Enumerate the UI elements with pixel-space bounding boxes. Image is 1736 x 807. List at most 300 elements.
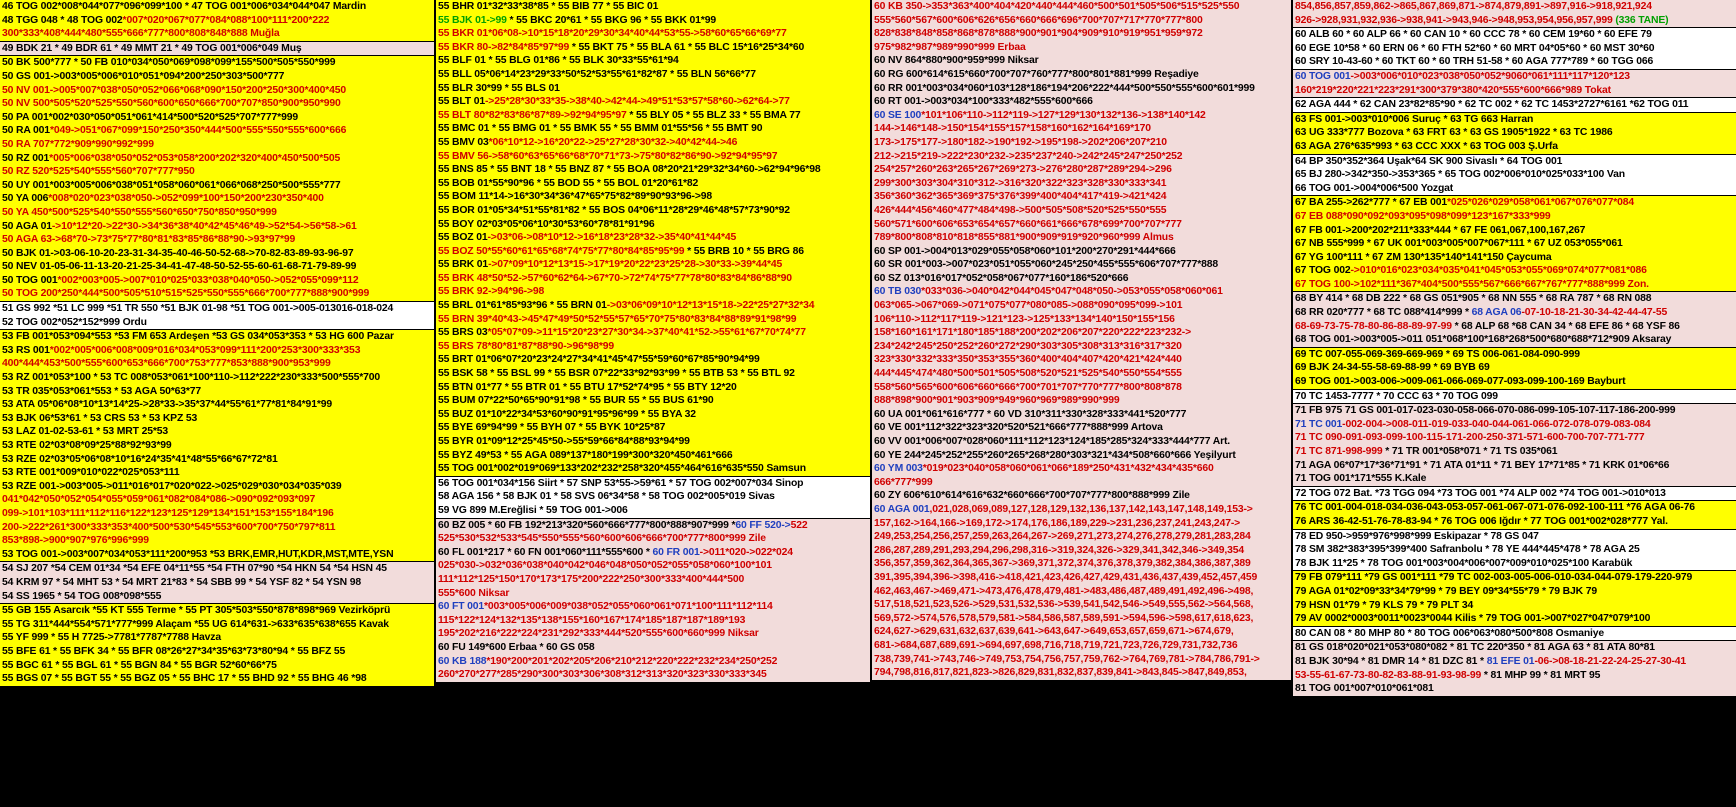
cell-line [872, 598, 1291, 612]
sheet-col-1 [0, 0, 436, 807]
text-run: 67 TOG 002 [1295, 265, 1351, 277]
cell-line [436, 367, 870, 381]
text-run: 55 BNS 85 * 55 BNT 18 * 55 BNZ 87 * 55 BOA 08*20*21*29*32*34*60->62*94*96*98 [438, 164, 821, 176]
text-run: 50 AGA 01 [2, 220, 52, 232]
cell-line [0, 466, 434, 480]
sheet-col-2 [436, 0, 872, 807]
cell-block[interactable] [1293, 113, 1736, 155]
cell-line [872, 530, 1291, 544]
text-run: 234*242*245*250*252*260*272*290*303*305*308*313*316*317*320 [874, 340, 1182, 352]
cell-line [0, 287, 434, 301]
text-run: 55 BJK 01->99 [438, 14, 507, 26]
text-run: 63 UG 333*777 Bozova * 63 FRT 63 * 63 GS 1905*1922 * 63 TC 1986 [1295, 127, 1613, 139]
text-run: 55 BOM 11*14->16*30*34*36*47*65*75*82*89*90*93*96->98 [438, 191, 712, 203]
cell-line [436, 477, 870, 491]
text-run: 569,572->574,576,578,579,581->584,586,587,589,591->594,596->598,617,618,623, [874, 612, 1254, 624]
text-run: 54 SJ 207 *54 CEM 01*34 *54 EFE 04*11*55 *54 FTH 07*90 *54 HKN 54 *54 HSN 45 [2, 563, 387, 575]
text-run: 50 TOG 001 [2, 274, 58, 286]
cell-line [872, 285, 1291, 299]
cell-line [872, 408, 1291, 422]
text-run: 60 TOG 001 [1295, 70, 1351, 82]
cell-block[interactable] [0, 562, 434, 604]
text-run: 78 BJK 11*25 * 78 TOG 001*003*004*006*007*009*010*025*100 Karabük [1295, 557, 1633, 569]
text-run: 71 AGA 06*07*17*36*71*91 * 71 ATA 01*11 * 71 BEY 17*71*85 * 71 KRK 01*06*66 [1295, 459, 1670, 471]
text-run: 53 RZE 001->003*005->011*016*017*020*022->025*029*030*034*035*039 [2, 480, 342, 492]
cell-line [436, 54, 870, 68]
cell-line [872, 503, 1291, 517]
text-run: 55 TOG 001*002*019*069*133*202*232*258*320*455*464*616*635*550 Samsun [438, 463, 806, 475]
text-run: 50 RZ 520*525*540*555*560*707*777*950 [2, 166, 195, 178]
cell-block[interactable] [1293, 348, 1736, 390]
cell-line [1293, 459, 1736, 473]
cell-block[interactable] [0, 604, 434, 687]
text-run: 53 RTE 02*03*08*09*25*88*92*93*99 [2, 440, 172, 451]
cell-line [436, 95, 870, 109]
cell-line [0, 659, 434, 673]
cell-line [872, 367, 1291, 381]
text-run: ->07*09*10*12*13*15->17*19*20*22*23*25*28->30*33->39*44*45 [488, 259, 783, 271]
cell-block[interactable] [1293, 70, 1736, 98]
cell-line [872, 150, 1291, 164]
text-run: ->010*016*023*034*035*041*045*053*055*069*074*077*081*086 [1350, 265, 1647, 277]
text-run: 50 RA 707*772*909*990*992*999 [2, 138, 154, 150]
text-run: 55 BRK 01 [438, 259, 489, 271]
text-run: 55 BUZ 01*10*22*34*53*60*90*91*95*96*99 * 55 BYA 32 [438, 408, 696, 420]
cell-line [0, 548, 434, 562]
text-run: 55 BOB 01*55*90*96 * 55 BOD 55 * 55 BOL 01*20*61*82 [438, 177, 699, 189]
text-run: 426*444*456*460*477*484*498->500*505*508*520*525*550*555 [874, 204, 1167, 216]
cell-block[interactable] [1293, 627, 1736, 642]
cell-line [1293, 210, 1736, 224]
cell-line [436, 136, 870, 150]
text-run: 522 [790, 519, 808, 531]
text-run: 157,162->164,166->169,172->174,176,186,189,229->231,236,237,241,243,247-> [874, 517, 1241, 529]
text-run: 681->684,687,689,691->694,697,698,716,718,719,721,723,726,729,731,732,736 [874, 639, 1238, 651]
cell-line [1293, 375, 1736, 389]
text-run: 53-55-61-67-73-80-82-83-88-91-93-98-99 [1295, 669, 1482, 681]
cell-line [436, 14, 870, 28]
text-run: 71 TOG 001*171*555 K.Kale [1295, 473, 1427, 485]
cell-block[interactable] [1293, 641, 1736, 696]
cell-line [0, 645, 434, 659]
cell-line [1293, 501, 1736, 515]
text-run: 78 ED 950->959*976*998*999 Eskipazar * 78 GS 047 [1295, 530, 1539, 542]
cell-line [0, 302, 434, 316]
text-run: -06->08-18-21-22-24-25-27-30-41 [1534, 655, 1687, 667]
text-run: ->25*28*30*33*35->38*40->42*44->49*51*53*57*58*60->62*64->77 [484, 96, 790, 108]
text-run: 68-69-73-75-78-80-86-88-89-97-99 [1295, 320, 1452, 332]
cell-block[interactable] [1293, 98, 1736, 113]
text-run: *049->051*067*099*150*250*350*444*500*555*550*555*600*666 [49, 125, 347, 137]
cell-line [1293, 612, 1736, 626]
text-run: 55 TG 311*444*554*571*777*999 Alaçam *55 UG 614*631->633*635*638*655 Kavak [2, 618, 389, 630]
text-run: 50 RZ 001 [2, 152, 50, 164]
cell-line [872, 489, 1291, 503]
text-run: 462,463,467->469,471->473,476,478,479,481->483,486,487,489,491,492,496->498, [874, 585, 1254, 597]
cell-line [1293, 361, 1736, 375]
text-run: 525*530*532*533*545*550*555*560*600*606*666*700*777*800*999 Zile [438, 533, 766, 545]
text-run: 111*112*125*150*170*173*175*200*222*250*300*333*400*444*500 [438, 573, 745, 585]
text-run: 828*838*848*858*868*878*888*900*901*904*909*910*919*951*959*972 [874, 28, 1203, 40]
cell-block[interactable] [0, 42, 434, 57]
text-run: 55 BMV 03 [438, 136, 489, 148]
text-run: 63 AGA 276*635*993 * 63 CCC XXX * 63 TOG 003 Ş.Urfa [1295, 140, 1558, 152]
cell-line [872, 517, 1291, 531]
cell-line [1293, 237, 1736, 251]
text-run: 81 EFE 01 [1486, 655, 1535, 667]
cell-block[interactable] [436, 477, 870, 519]
cell-line [872, 190, 1291, 204]
cell-line [872, 82, 1291, 96]
text-run: 50 YA 006 [2, 193, 49, 205]
cell-block[interactable] [0, 56, 434, 302]
cell-line [872, 326, 1291, 340]
text-run: 517,518,521,523,526->529,531,532,536->539,541,542,546->549,555,562->564,568, [874, 599, 1254, 611]
text-run: 286,287,289,291,293,294,296,298,316->319,324,326->329,341,342,346->349,354 [874, 544, 1244, 556]
text-run: *101*106*110->112*119->127*129*130*132*136->138*140*142 [921, 109, 1206, 121]
cell-line [1293, 98, 1736, 112]
cell-block[interactable] [1293, 404, 1736, 487]
text-run: 195*202*216*222*224*231*292*333*444*520*555*600*660*999 Niksar [438, 628, 759, 640]
cell-line [1293, 641, 1736, 655]
cell-line [0, 576, 434, 590]
cell-line [1293, 84, 1736, 98]
cell-line [436, 614, 870, 628]
cell-line [1293, 168, 1736, 182]
text-run: 55 BRK 48*50*52->57*60*62*64->67*70->72*74*75*77*78*80*83*84*86*88*90 [438, 272, 792, 284]
cell-line [872, 653, 1291, 667]
text-run: 60 FL 001*217 * 60 FN 001*060*111*555*600 * [438, 546, 653, 558]
text-run: 025*030->032*036*038*040*042*046*048*050*052*055*058*060*100*101 [438, 560, 772, 572]
cell-block[interactable] [872, 0, 1291, 681]
text-run: -002-004->008-011-019-033-040-044-061-066-072-078-079-083-084 [1342, 418, 1651, 430]
cell-block[interactable] [0, 330, 434, 562]
cell-line [436, 204, 870, 218]
text-run: 76 ARS 36-42-51-76-78-83-94 * 76 TOG 006 Iğdır * 77 TOG 001*002*028*777 Yal. [1295, 515, 1668, 527]
cell-line [0, 493, 434, 507]
cell-line [436, 559, 870, 573]
text-run: 53 TOG 001->003*007*034*053*111*200*953 *53 BRK,EMR,HUT,KDR,MST,MTE,YSN [2, 548, 394, 560]
text-run: 67 TOG 100->102*111*367*404*500*555*567*666*667*767*777*888*999 Zon. [1295, 278, 1649, 290]
cell-line [436, 190, 870, 204]
cell-block[interactable] [0, 302, 434, 330]
text-run: 323*330*332*333*350*353*355*360*400*404*407*420*421*424*440 [874, 354, 1182, 366]
text-run: 51 GS 992 *51 LC 999 *51 TR 550 *51 BJK 01-98 *51 TOG 001->005-013016-018-024 [2, 303, 394, 315]
cell-line [872, 585, 1291, 599]
cell-block[interactable] [436, 0, 870, 477]
cell-block[interactable] [1293, 487, 1736, 502]
cell-line [0, 604, 434, 618]
cell-line [436, 668, 870, 682]
cell-line [872, 394, 1291, 408]
text-run: 53 RZE 02*03*05*06*08*10*16*24*35*41*48*55*66*67*72*81 [2, 453, 278, 465]
text-run: 60 FF 520-> [735, 519, 791, 531]
cell-line [1293, 571, 1736, 585]
cell-line [1293, 431, 1736, 445]
text-run: 55 BOY 02*03*05*06*10*30*53*60*78*81*91*96 [438, 218, 655, 230]
text-run: 55 BRT 01*06*07*20*23*24*27*34*41*45*47*55*59*60*67*85*90*94*99 [438, 354, 760, 366]
text-run: 50 RA 001 [2, 125, 50, 137]
cell-line [1293, 682, 1736, 696]
cell-line [872, 163, 1291, 177]
text-run: 69 TC 007-055-069-369-669-969 * 69 TS 006-061-084-090-999 [1295, 348, 1580, 360]
text-run: 53 ATA 05*06*08*10*13*14*25->28*33->35*37*44*55*61*77*81*84*91*99 [2, 399, 332, 411]
text-run: 356*360*362*365*369*375*376*399*400*404*417*419->421*424 [874, 191, 1167, 203]
text-run: 69 TOG 001->003-006->009-061-066-069-077-093-099-100-169 Bayburt [1295, 376, 1626, 388]
text-run: ->03*06*09*10*12*13*15*18->22*25*27*32*34 [606, 300, 815, 312]
cell-line [0, 672, 434, 686]
text-run: *06*08->10*15*18*20*29*30*34*40*44*53*55->58*60*65*66*69*77 [488, 28, 787, 40]
cell-line [1293, 333, 1736, 347]
text-run: 46 TOG 002*008*044*077*096*099*100 * 47 TOG 001*006*034*044*047 Mardin [2, 1, 367, 12]
text-run: ->011*020->022*024 [699, 546, 793, 558]
text-run: 59 VG 899 M.Ereğlisi * 59 TOG 001->006 [438, 504, 628, 516]
text-run: 50 NV 500*505*520*525*550*560*600*650*666*700*707*850*900*950*990 [2, 98, 341, 110]
cell-line [436, 627, 870, 641]
text-run: 69 BJK 24-34-55-58-69-88-99 * 69 BYB 69 [1295, 362, 1490, 374]
cell-line [0, 507, 434, 521]
cell-line [436, 41, 870, 55]
cell-line [1293, 251, 1736, 265]
text-run: 391,395,394,396->398,416->418,421,423,426,427,429,431,436,437,439,452,457,459 [874, 571, 1258, 583]
text-run: 71 FB 975 71 GS 001-017-023-030-058-066-070-086-099-105-107-117-186-200-999 [1295, 405, 1676, 417]
text-run: 55 BTN 01*77 * 55 BTR 01 * 55 BTU 17*52*74*95 * 55 BTY 12*20 [438, 381, 737, 393]
cell-line [436, 641, 870, 655]
text-run: 71 TC 871-998-999 [1295, 446, 1383, 457]
text-run: 54 KRM 97 * 54 MHT 53 * 54 MRT 21*83 * 54 SBB 99 * 54 YSF 82 * 54 YSN 98 [2, 576, 362, 588]
text-run: (336 TANE) [1615, 14, 1669, 26]
cell-line [1293, 390, 1736, 404]
cell-block[interactable] [1293, 292, 1736, 347]
text-run: 55 BKR 80->82*84*85*97*99 [438, 41, 570, 53]
cell-line [1293, 599, 1736, 613]
text-run: 55 BRS 78*80*81*87*88*90->96*98*99 [438, 340, 615, 352]
text-run: 60 BZ 005 * 60 FB 192*213*320*560*666*777*800*888*907*999 * [438, 519, 736, 531]
text-run: 60 SZ 013*016*017*052*058*067*077*160*186*520*666 [874, 272, 1129, 284]
cell-line [1293, 472, 1736, 486]
text-run: 794,798,816,817,821,823->826,829,831,832,837,839,841->843,845->847,849,853, [874, 667, 1247, 679]
cell-line [872, 204, 1291, 218]
cell-line [0, 425, 434, 439]
text-run: 55 BLT 01 [438, 96, 485, 108]
text-run: 62 AGA 444 * 62 CAN 23*82*85*90 * 62 TC 002 * 62 TC 1453*2727*6161 *62 TOG 011 [1295, 99, 1689, 111]
text-run: 55 BGS 07 * 55 BGT 55 * 55 BGZ 05 * 55 BHC 17 * 55 BHD 92 * 55 BHG 46 *98 [2, 673, 367, 685]
text-run: 55 BHR 01*32*33*38*85 * 55 BIB 77 * 55 BIC 01 [438, 1, 659, 12]
text-run: 55 YF 999 * 55 H 7725->7781*7787*7788 Havza [2, 632, 221, 644]
cell-block[interactable] [1293, 28, 1736, 70]
text-run: 68 RR 020*777 * 68 TC 088*414*999 * [1295, 307, 1472, 319]
text-run: 68 TOG 001->003*005->011 051*068*100*168*268*500*680*688*712*909 Aksaray [1295, 334, 1672, 346]
text-run: 60 UA 001*061*616*777 * 60 VD 310*311*330*328*333*441*520*777 [874, 408, 1187, 420]
cell-line [1293, 585, 1736, 599]
text-run: 52 TOG 002*052*152*999 Ordu [2, 316, 147, 328]
text-run: 666*777*999 [874, 476, 933, 488]
cell-line [0, 124, 434, 138]
text-run: 60 SR 001*003->007*023*051*055*060*245*250*455*555*606*707*777*888 [874, 259, 1219, 271]
cell-line [0, 14, 434, 28]
text-run: 81 GS 018*020*021*053*080*082 * 81 TC 220*350 * 81 AGA 63 * 81 ATA 80*81 [1295, 642, 1655, 654]
text-run: *002*003*005->007*010*025*033*038*040*050->052*055*099*112 [57, 274, 359, 286]
text-run: 53 RTE 001*009*010*022*025*053*111 [2, 467, 180, 479]
cell-line [436, 163, 870, 177]
text-run: 81 BJK 30*94 * 81 DMR 14 * 81 DZC 81 * [1295, 655, 1487, 667]
cell-line [436, 490, 870, 504]
text-run: 60 RT 001->003*034*100*333*482*555*600*666 [874, 96, 1093, 108]
text-run: 53 RZ 001*053*100 * 53 TC 008*053*061*100*110->112*222*230*333*500*555*700 [2, 372, 381, 384]
text-run: 66 TOG 001->004*006*500 Yozgat [1295, 182, 1454, 194]
cell-line [436, 587, 870, 601]
text-run: 738,739,741->743,746->749,753,754,756,757,759,762->764,769,781->784,786,791-> [874, 653, 1260, 665]
text-run: 50 NEV 01-05-06-11-13-20-21-25-34-41-47-48-50-52-55-60-61-68-71-79-89-99 [2, 261, 357, 273]
cell-line [436, 285, 870, 299]
text-run: 55 BLL 05*06*14*23*29*33*50*52*53*55*61*82*87 * 55 BLN 56*66*77 [438, 68, 756, 80]
cell-line [0, 562, 434, 576]
text-run: 79 AV 0002*0003*0011*0023*0044 Kilis * 79 TOG 001->007*027*047*079*100 [1295, 613, 1651, 625]
text-run: 78 SM 382*383*395*399*400 Safranbolu * 78 YE 444*445*478 * 78 AGA 25 [1295, 544, 1640, 556]
text-run: 60 SP 001->004*013*029*055*058*060*101*200*270*291*444*666 [874, 245, 1176, 257]
cell-line [872, 272, 1291, 286]
cell-line [0, 330, 434, 344]
text-run: 55 BYZ 49*53 * 55 AGA 089*137*180*199*300*320*450*461*666 [438, 449, 733, 461]
text-run: 55 BGC 61 * 55 BGL 61 * 55 BGN 84 * 55 BGR 52*60*66*75 [2, 659, 277, 671]
cell-block[interactable] [1293, 390, 1736, 405]
cell-line [436, 245, 870, 259]
text-run: -07-10-18-21-30-34-42-44-47-55 [1521, 307, 1668, 319]
cell-line [0, 138, 434, 152]
cell-line [1293, 196, 1736, 210]
text-run: 144->146*148->150*154*155*157*158*160*162*164*169*170 [874, 123, 1151, 135]
cell-line [1293, 0, 1736, 14]
cell-line [436, 435, 870, 449]
cell-line [0, 534, 434, 548]
text-run: ->03*06->08*10*12->16*18*23*28*32->35*40*41*44*45 [487, 232, 737, 244]
text-run: 48 TGG 048 * 48 TOG 002 [2, 14, 123, 26]
text-run: 60 EGE 10*58 * 60 ERN 06 * 60 FTH 52*60 * 60 MRT 04*05*60 * 60 MST 30*60 [1295, 42, 1655, 54]
cell-block[interactable] [1293, 0, 1736, 28]
text-run: 55 BOZ 01 [438, 232, 488, 244]
cell-block[interactable] [1293, 530, 1736, 572]
text-run: 55 BRK 92->94*96->98 [438, 286, 545, 298]
cell-line [1293, 445, 1736, 459]
cell-line [436, 449, 870, 463]
cell-line [1293, 348, 1736, 362]
text-run: 063*065->067*069->071*075*077*080*085->088*090*095*099->101 [874, 300, 1183, 312]
text-run: 79 AGA 01*02*09*33*34*79*99 * 79 BEY 09*34*55*79 * 79 BJK 79 [1295, 585, 1597, 597]
cell-block[interactable] [1293, 155, 1736, 197]
text-run: 60 KB 188 [438, 655, 487, 667]
text-run: 50 TOG 200*250*444*500*505*510*515*525*550*555*666*700*777*888*900*999 [2, 288, 370, 300]
cell-line [436, 421, 870, 435]
cell-line [0, 385, 434, 399]
text-run: 53 FB 001*053*094*553 *53 FM 653 Ardeşen *53 GS 034*053*353 * 53 HG 600 Pazar [2, 331, 394, 343]
text-run: 60 RG 600*614*615*660*700*707*760*777*800*801*881*999 Reşadiye [874, 68, 1199, 80]
cell-line [1293, 28, 1736, 42]
text-run: 67 BA 255->262*777 * 67 EB 001 [1295, 197, 1447, 209]
cell-line [436, 381, 870, 395]
cell-line [872, 421, 1291, 435]
text-run: 555*560*567*600*606*626*656*660*666*696*700*707*717*770*777*800 [874, 14, 1203, 26]
text-run: 68 BY 414 * 68 DB 222 * 68 GS 051*905 * 68 NN 555 * 68 RA 787 * 68 RN 088 [1295, 293, 1652, 305]
cell-line [1293, 224, 1736, 238]
text-run: 79 FB 079*111 *79 GS 001*111 *79 TC 002-003-005-006-010-034-044-079-179-220-979 [1295, 572, 1693, 584]
text-run: 63 FS 001->003*010*006 Suruç * 63 TG 663 Harran [1295, 113, 1534, 125]
cell-block[interactable] [436, 519, 870, 683]
cell-line [436, 122, 870, 136]
text-run: 72 TOG 072 Bat. *73 TGG 094 *73 TOG 001 *74 ALP 002 *74 TOG 001->010*013 [1295, 487, 1666, 499]
cell-line [436, 408, 870, 422]
text-run: 300*333*408*444*480*555*666*777*800*808*848*888 Muğla [2, 28, 280, 40]
cell-line [1293, 515, 1736, 529]
cell-line [1293, 418, 1736, 432]
cell-line [0, 521, 434, 535]
text-run: 56 TOG 001*034*156 Siirt * 57 SNP 53*55->59*61 * 57 TOG 002*007*034 Sinop [438, 477, 804, 489]
cell-line [436, 27, 870, 41]
cell-line [436, 573, 870, 587]
cell-line [0, 42, 434, 56]
text-run: 55 BLR 30*99 * 55 BLS 01 [438, 82, 560, 94]
text-run: 53 BJK 06*53*61 * 53 CRS 53 * 53 KPZ 53 [2, 412, 198, 424]
cell-line [0, 316, 434, 330]
sheet-col-3 [872, 0, 1293, 807]
text-run: 55 GB 155 Asarcık *55 KT 555 Terme * 55 PT 305*503*550*878*898*969 Vezirköprü [2, 605, 391, 617]
cell-line [872, 14, 1291, 28]
cell-line [0, 220, 434, 234]
cell-line [1293, 55, 1736, 69]
cell-line [1293, 113, 1736, 127]
cell-line [0, 344, 434, 358]
cell-line [872, 109, 1291, 123]
text-run: 160*219*220*221*223*291*300*379*380*420*555*600*666*989 Tokat [1295, 84, 1611, 96]
text-run: 173->175*177->180*182->190*192->195*198->202*206*207*210 [874, 136, 1167, 148]
cell-block[interactable] [0, 0, 434, 42]
cell-line [872, 449, 1291, 463]
text-run: 444*445*474*480*500*501*505*508*520*521*525*540*550*554*555 [874, 368, 1182, 380]
cell-line [872, 557, 1291, 571]
cell-line [872, 245, 1291, 259]
cell-line [1293, 655, 1736, 669]
cell-line [436, 353, 870, 367]
text-run: 888*898*900*901*903*909*949*960*969*989*990*999 [874, 395, 1120, 407]
cell-line [872, 299, 1291, 313]
text-run: 158*160*161*171*180*185*188*200*202*206*207*220*222*223*232-> [874, 327, 1192, 339]
text-run: *06*10*12->16*20*22->25*27*28*30*32->40*42*44->46 [488, 136, 738, 148]
cell-block[interactable] [1293, 196, 1736, 292]
text-run: 555*600 Niksar [438, 587, 510, 599]
cell-line [872, 625, 1291, 639]
text-run: * 81 MHP 99 * 81 MRT 95 [1481, 669, 1601, 681]
text-run: 854,856,857,859,862->865,867,869,871->874,879,891->897,916->918,921,924 [1295, 1, 1652, 12]
text-run: 70 TC 1453-7777 * 70 CCC 63 * 70 TOG 099 [1295, 390, 1498, 402]
text-run: 249,253,254,256,257,259,263,264,267->269,271,273,274,276,278,279,281,283,284 [874, 531, 1251, 543]
cell-block[interactable] [1293, 571, 1736, 626]
cell-line [1293, 306, 1736, 320]
text-run: 60 NV 864*880*900*959*999 Niksar [874, 55, 1039, 67]
cell-line [872, 639, 1291, 653]
cell-line [436, 504, 870, 518]
text-run: 299*300*303*304*310*312->316*320*322*323*328*330*333*341 [874, 177, 1167, 189]
text-run: 55 BKR 01 [438, 28, 489, 40]
cell-line [1293, 182, 1736, 196]
cell-line [872, 435, 1291, 449]
text-run: 50 YA 450*500*525*540*550*555*560*650*750*850*950*999 [2, 206, 277, 218]
cell-block[interactable] [1293, 501, 1736, 529]
cell-line [872, 313, 1291, 327]
cell-line [1293, 140, 1736, 154]
cell-line [872, 95, 1291, 109]
text-run: ->10*12*20->22*30->34*36*38*40*42*45*46*49->52*54->56*58->61 [51, 220, 357, 232]
text-run: 400*444*453*500*555*600*653*666*700*753*777*853*888*900*953*999 [2, 358, 331, 370]
cell-line [1293, 320, 1736, 334]
